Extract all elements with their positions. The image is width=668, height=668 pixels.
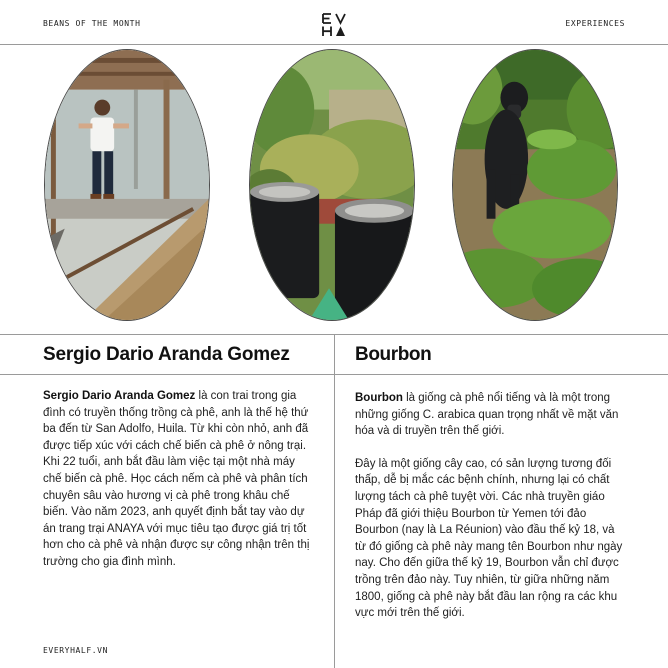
producer-bio-paragraph-1 — [43, 388, 313, 454]
variety-description — [355, 390, 623, 622]
column-divider — [334, 334, 335, 668]
brand-logo — [322, 13, 346, 37]
section-label: BEANS OF THE MONTH — [43, 19, 141, 28]
variety-paragraph-1 — [355, 390, 623, 440]
producer-bio-text-1: là con trai trong gia đình có truyền thống trồng cà phê, anh là thế hệ thứ ba đến từ San Adolfo, Huila. Từ khi còn nhỏ, anh đã được tiếp xúc với cách chế biến cà phê ở nông trại. — [43, 390, 309, 452]
top-bar — [0, 0, 668, 45]
variety-lead: Bourbon — [355, 392, 403, 404]
producer-bio — [43, 388, 313, 571]
farmer-photo — [44, 49, 210, 321]
variety-text-1: là giống cà phê nổi tiếng và là một trong những giống C. arabica quan trọng nhất về mặt văn hóa và di truyền trên thế giới. — [355, 392, 619, 438]
producer-bio-paragraph-2: Khi 22 tuổi, anh bắt đầu làm việc tại một nhà máy chế biến cà phê. Học cách nếm cà phê và phân tích chuyên sâu vào hương vị cà phê trong khâu chế biến. Vào năm 2023, anh quyết định bắt tay vào dự án trang trại ANAYA với mục tiêu tạo được giá trị tốt hơn cho cà phê và nhận được sự công nhận trên thị trường cho gia đình mình. — [43, 456, 310, 568]
photo-strip — [0, 46, 668, 334]
dog-photo — [452, 49, 618, 321]
producer-bio-lead: Sergio Dario Aranda Gomez — [43, 390, 196, 402]
producer-name: Sergio Dario Aranda Gomez — [43, 344, 290, 365]
variety-paragraph-2: Đây là một giống cây cao, có sản lượng tương đối thấp, dễ bị mắc các bệnh chính, nhưng lại có chất lượng tách cà phê tuyệt vời. Các nhà truyền giáo Pháp đã giới thiệu Bourbon từ Yemen tới đảo Bourbon (nay là La Réunion) vào đầu thế kỷ 18, và từ đó giống cà phê này mang tên Bourbon như ngày nay. Cho đến giữa thế kỷ 19, Bourbon vẫn chỉ được trồng trên đảo này. Tuy nhiên, từ giữa những năm 1800, giống cà phê này bắt đầu lan rộng ra các khu vực mới trên thế giới. — [355, 457, 623, 620]
website-link[interactable]: EVERYHALF.VN — [43, 646, 108, 655]
barrels-photo — [249, 49, 415, 321]
variety-name: Bourbon — [355, 344, 432, 365]
experiences-link[interactable]: EXPERIENCES — [565, 19, 625, 28]
